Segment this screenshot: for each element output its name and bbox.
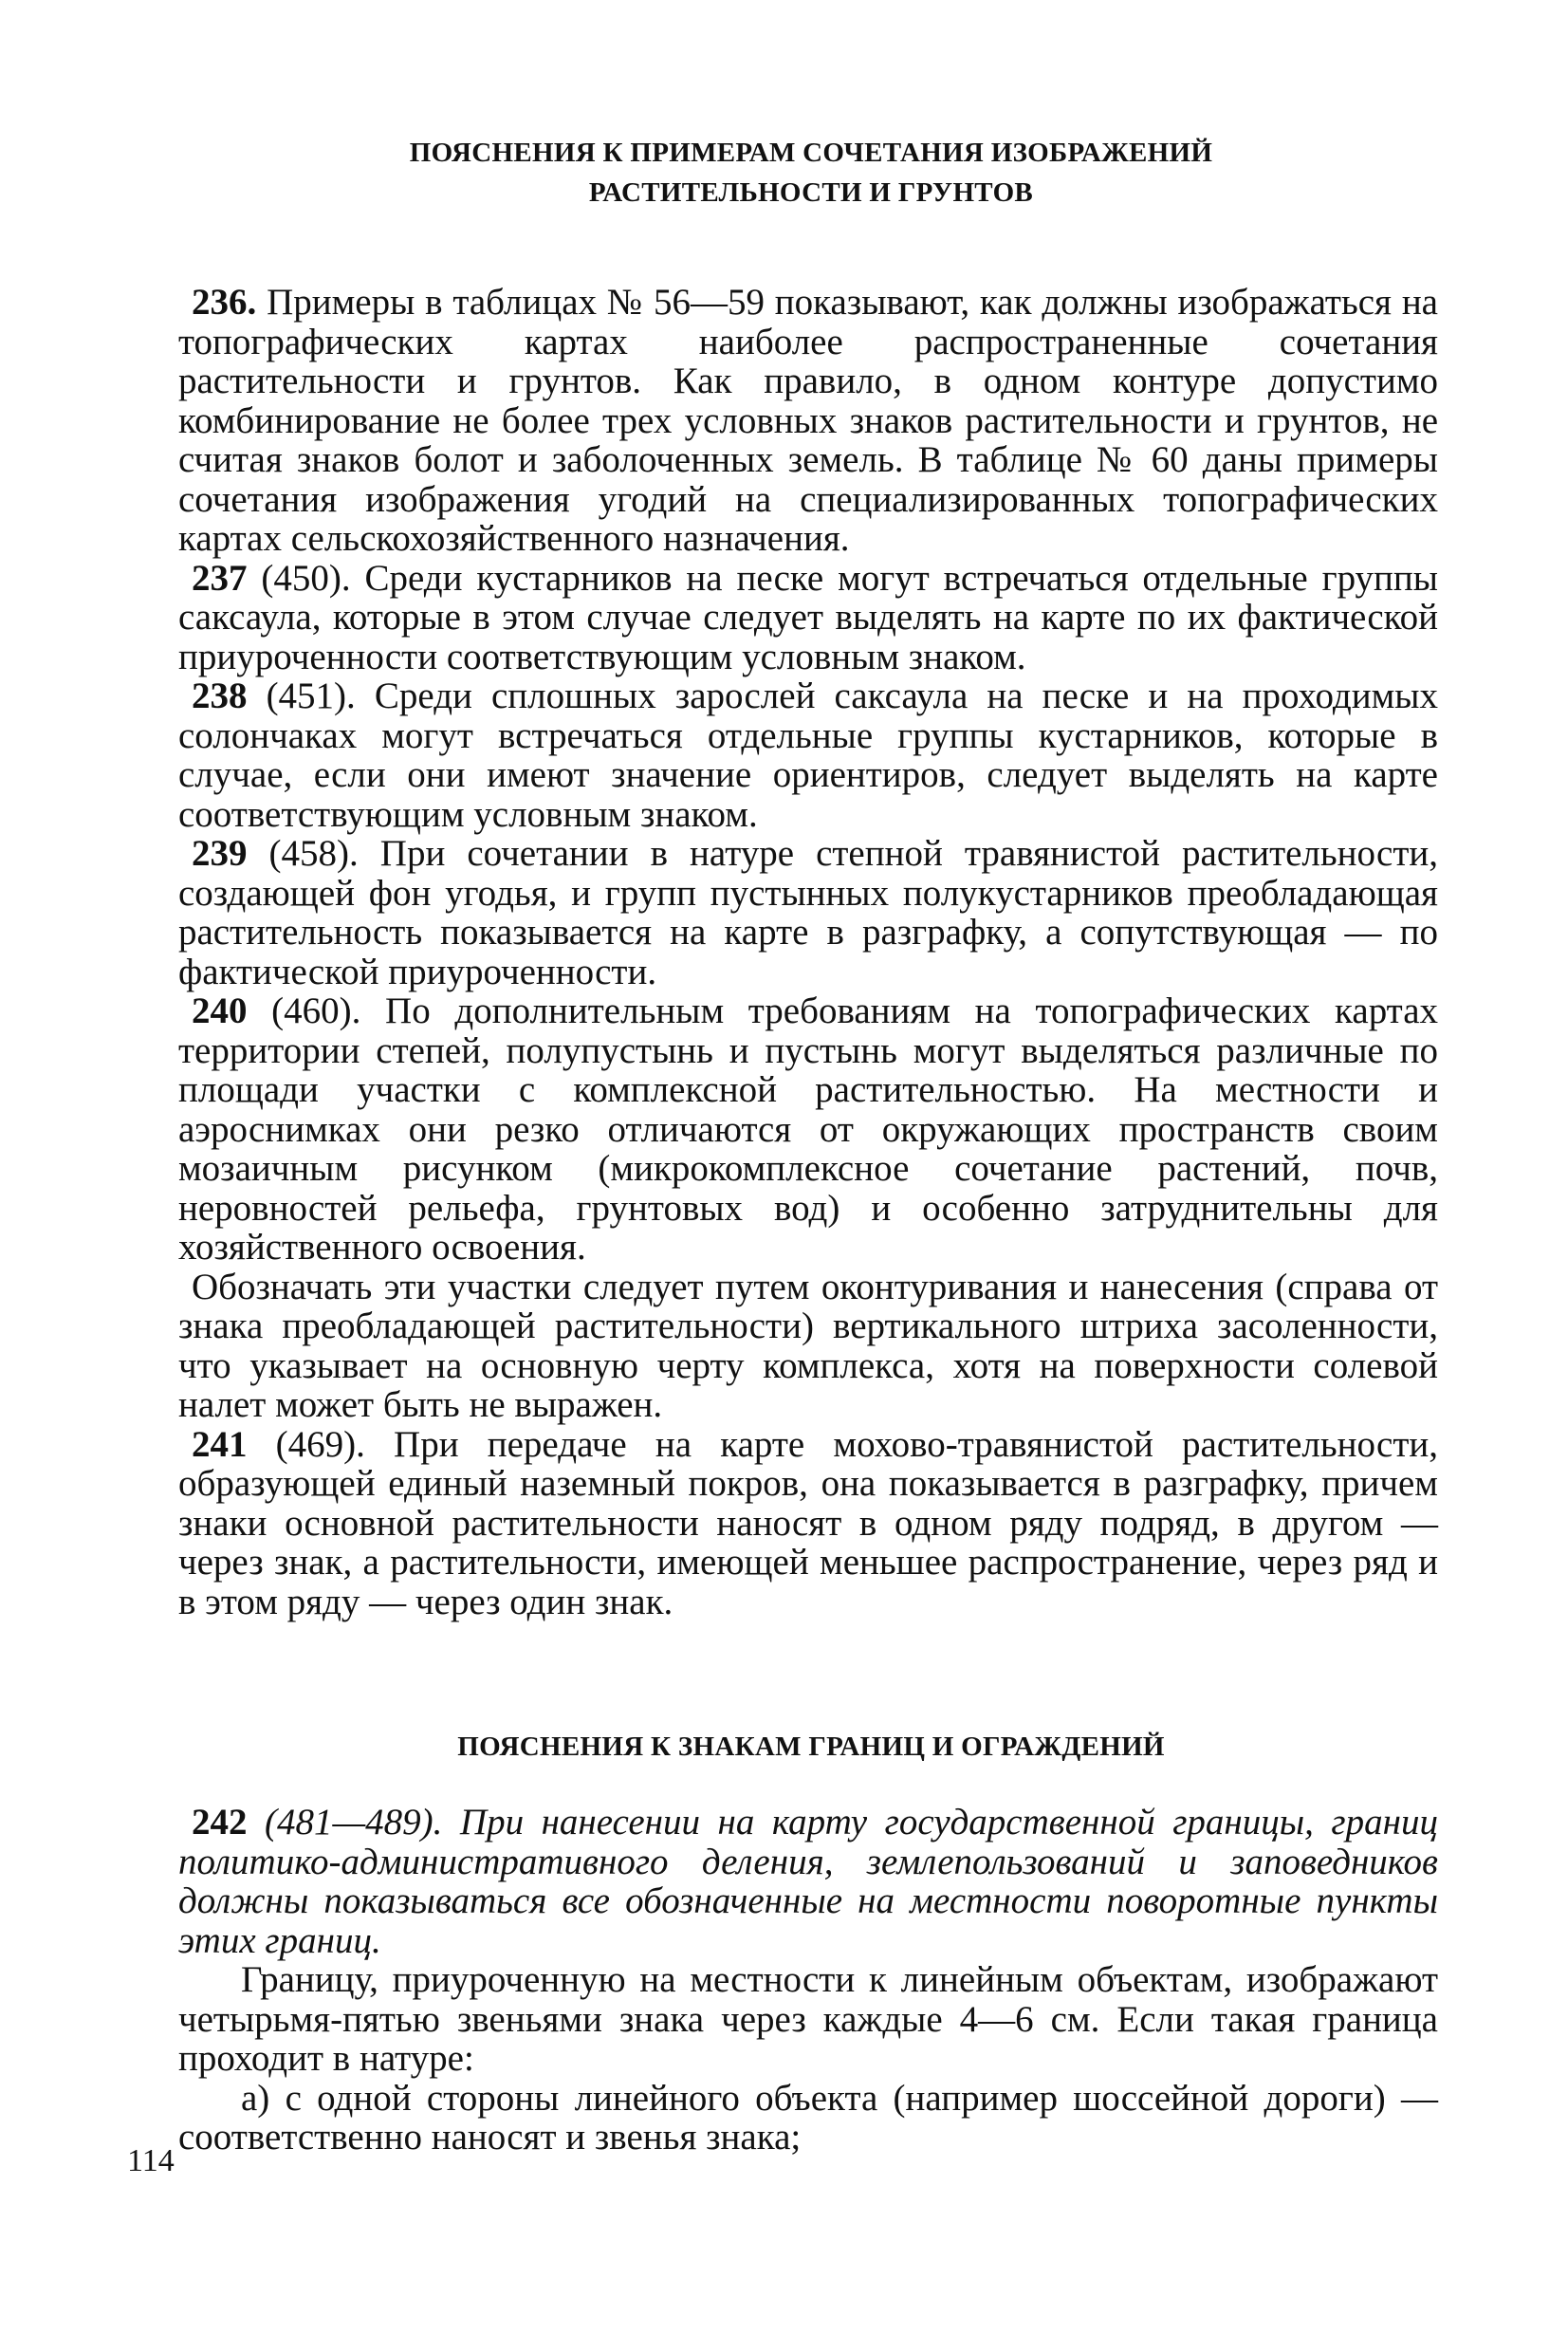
paragraph-reference: (450). [247,557,351,599]
paragraph-reference: (458). [247,833,359,874]
page-number: 114 [127,2143,175,2178]
paragraph-236 [178,283,1438,559]
paragraph-242 [178,1803,1438,1960]
paragraph-text: Среди сплошных зарослей саксаула на песке и на проходимых солончаках могут встречаться отдельные группы кустарников, которые в случае, если они имеют значение ориентиров, следует выделять на карте соответствующим условным знаком. [178,676,1439,835]
paragraph-item-a: а) с одной стороны линейного объекта (например шоссейной дороги) — соответственно наносят и звенья знака; [178,2077,1438,2158]
paragraph-reference: (451). [247,676,356,716]
paragraph-reference: (469). [247,1423,365,1465]
paragraph-text: Среди кустарников на песке могут встречаться отдельные группы саксаула, которые в этом случае следует выделять на карте по их фактической приуроченности соответствующим условным знаком. [178,557,1439,677]
paragraph-237 [178,559,1438,677]
paragraph-number: 237 [192,557,248,599]
paragraph-240-continued [178,1268,1438,1425]
paragraph-text: По дополнительным требованиям на топографических картах территории степей, полупустынь и пустынь могут выделяться различные по площади участки с комплексной растительностью. На местности и аэроснимках они резко отличаются от окружающих пространств своим мозаичным рисунком (микрокомплексное сочетание растений, почв, неровностей рельефа, грунтовых вод) и особенно затруднительны для хозяйственного освоения. [178,991,1439,1268]
paragraph-number: 241 [192,1423,248,1465]
section-heading-vegetation [190,133,1432,213]
paragraph-reference: (481—489). [247,1802,443,1843]
paragraph-number: 236. [192,282,257,323]
paragraph-239 [178,834,1438,991]
paragraph-number: 242 [192,1802,248,1843]
paragraph-number: 238 [192,676,248,716]
paragraph-238 [178,676,1438,834]
section-body-borders [178,1803,1438,2158]
paragraph-border-links: Границу, приуроченную на местности к линейным объектам, изображают четырьмя-пятью звеньями знака через каждые 4—6 см. Если такая граница проходит в натуре: [178,1959,1438,2079]
paragraph-reference: (460). [247,991,361,1031]
heading-line-2: РАСТИТЕЛЬНОСТИ И ГРУНТОВ [588,177,1034,208]
paragraph-241 [178,1425,1438,1622]
paragraph-number: 239 [192,833,248,874]
paragraph-text: При нанесении на карту государственной границы, границ политико-административного деления, землепользований и заповедников должны показываться все обозначенные на местности поворотные пункты этих границ. [178,1802,1438,1961]
section-body-vegetation [178,283,1438,1621]
paragraph-text: Примеры в таблицах № 56—59 показывают, как должны изображаться на топографических картах наиболее распространенные сочетания растительности и грунтов. Как правило, в одном контуре допустимо комбинирование не более трех условных знаков растительности и грунтов, не считая знаков болот и заболоченных земель. В таблице № 60 даны примеры сочетания изображения угодий на специализированных топографических картах сельскохозяйственного назначения. [178,282,1438,559]
paragraph-240 [178,991,1438,1268]
paragraph-text: Обозначать эти участки следует путем оконтуривания и нанесения (справа от знака преобладающей растительности) вертикального штриха засоленности, что указывает на основную черту комплекса, хотя на поверхности солевой налет может быть не выражен. [178,1266,1438,1425]
section-heading-borders: ПОЯСНЕНИЯ К ЗНАКАМ ГРАНИЦ И ОГРАЖДЕНИЙ [457,1732,1165,1762]
paragraph-text: При передаче на карте мохово-травянистой растительности, образующей единый наземный покров, она показывается в разграфку, причем знаки основной растительности наносят в одном ряду подряд, в другом — через знак, а растительности, имеющей меньшее распространение, через ряд и в этом ряду — через один знак. [178,1423,1438,1622]
paragraph-number: 240 [192,991,248,1031]
paragraph-text: При сочетании в натуре степной травянистой растительности, создающей фон угодья, и групп пустынных полукустарников преобладающая растительность показывается на карте в разграфку, а сопутствующая — по фактической приуроченности. [178,833,1438,992]
heading-line-1: ПОЯСНЕНИЯ К ПРИМЕРАМ СОЧЕТАНИЯ ИЗОБРАЖЕНИЙ [409,138,1213,168]
